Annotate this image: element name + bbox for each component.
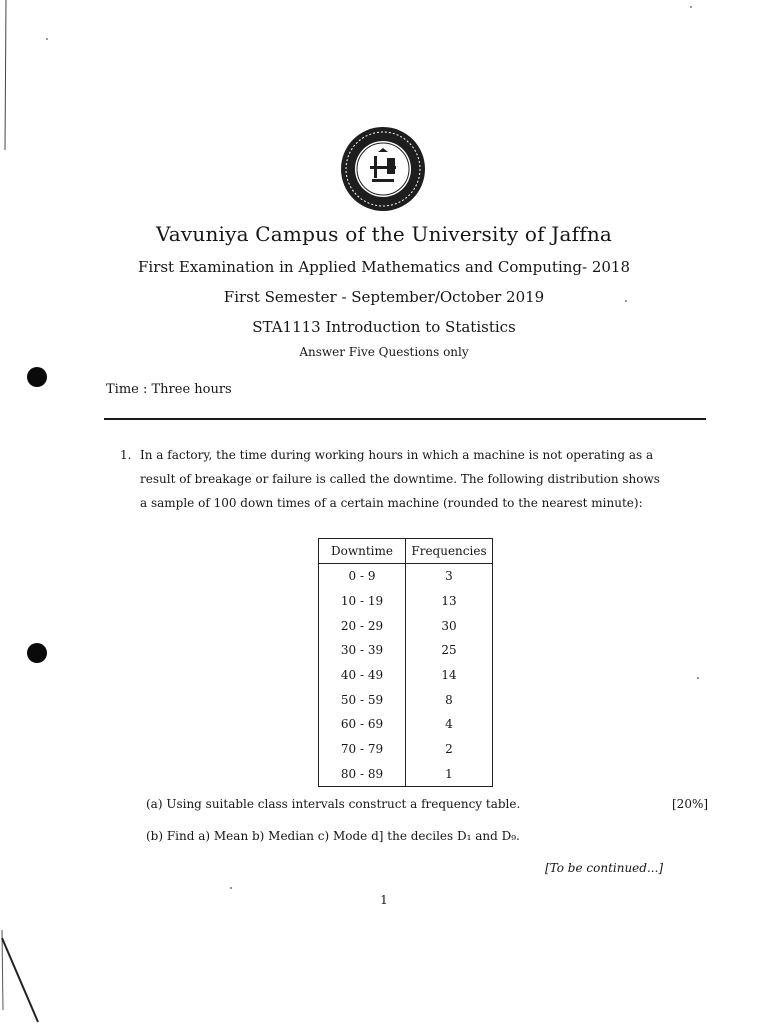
downtime-cell: 70 - 79 xyxy=(319,737,406,762)
punch-hole-top xyxy=(27,367,47,387)
part-a-marks: [20%] xyxy=(672,797,709,811)
downtime-cell: 10 - 19 xyxy=(319,589,406,614)
downtime-cell: 0 - 9 xyxy=(319,564,406,589)
semester-line: First Semester - September/October 2019 xyxy=(223,288,545,306)
table-row xyxy=(319,762,493,787)
punch-hole-bottom xyxy=(27,643,47,663)
examination-title: First Examination in Applied Mathematics and Computing- 2018 xyxy=(137,258,631,276)
frequency-cell: 1 xyxy=(406,762,493,787)
frequency-cell: 14 xyxy=(406,663,493,688)
scan-speck xyxy=(690,6,692,8)
table-row xyxy=(319,737,493,762)
column-header-downtime: Downtime xyxy=(319,539,406,564)
question-part-b: (b) Find a) Mean b) Median c) Mode d] the deciles D₁ and D₉. xyxy=(146,829,520,843)
downtime-frequency-table xyxy=(318,538,493,787)
downtime-cell: 40 - 49 xyxy=(319,663,406,688)
table-row xyxy=(319,638,493,663)
page-number: 1 xyxy=(380,893,388,907)
downtime-cell: 50 - 59 xyxy=(319,687,406,712)
university-title: Vavuniya Campus of the University of Jaffna xyxy=(155,222,613,246)
question-number: 1. xyxy=(120,448,132,462)
question-text-line: In a factory, the time during working hours in which a machine is not operating as a xyxy=(140,448,654,462)
frequency-cell: 13 xyxy=(406,589,493,614)
frequency-cell: 4 xyxy=(406,712,493,737)
frequency-cell: 8 xyxy=(406,687,493,712)
exam-duration: Time : Three hours xyxy=(106,382,232,397)
table-row xyxy=(319,687,493,712)
scan-edge-bottom-left xyxy=(0,930,50,1024)
table-header-row xyxy=(319,539,493,564)
table-row xyxy=(319,589,493,614)
header-divider xyxy=(104,418,706,420)
exam-instruction: Answer Five Questions only xyxy=(299,345,469,359)
scan-speck xyxy=(46,38,48,40)
table-row xyxy=(319,613,493,638)
frequency-cell: 3 xyxy=(406,564,493,589)
scan-edge-left xyxy=(0,0,20,1024)
frequency-cell: 2 xyxy=(406,737,493,762)
column-header-frequencies: Frequencies xyxy=(406,539,493,564)
question-text-line: a sample of 100 down times of a certain machine (rounded to the nearest minute): xyxy=(140,496,643,510)
table-row xyxy=(319,712,493,737)
downtime-cell: 20 - 29 xyxy=(319,613,406,638)
table-row xyxy=(319,663,493,688)
frequency-cell: 25 xyxy=(406,638,493,663)
scan-speck xyxy=(230,887,232,889)
continued-note: [To be continued...] xyxy=(545,861,664,875)
frequency-cell: 30 xyxy=(406,613,493,638)
downtime-cell: 80 - 89 xyxy=(319,762,406,787)
downtime-cell: 30 - 39 xyxy=(319,638,406,663)
question-text-line: result of breakage or failure is called the downtime. The following distribution shows xyxy=(140,472,660,486)
table-row xyxy=(319,564,493,589)
course-title: STA1113 Introduction to Statistics xyxy=(252,318,516,336)
scan-speck xyxy=(697,677,699,679)
downtime-cell: 60 - 69 xyxy=(319,712,406,737)
question-part-a: (a) Using suitable class intervals construct a frequency table. xyxy=(146,797,521,811)
university-seal-logo xyxy=(340,126,426,212)
